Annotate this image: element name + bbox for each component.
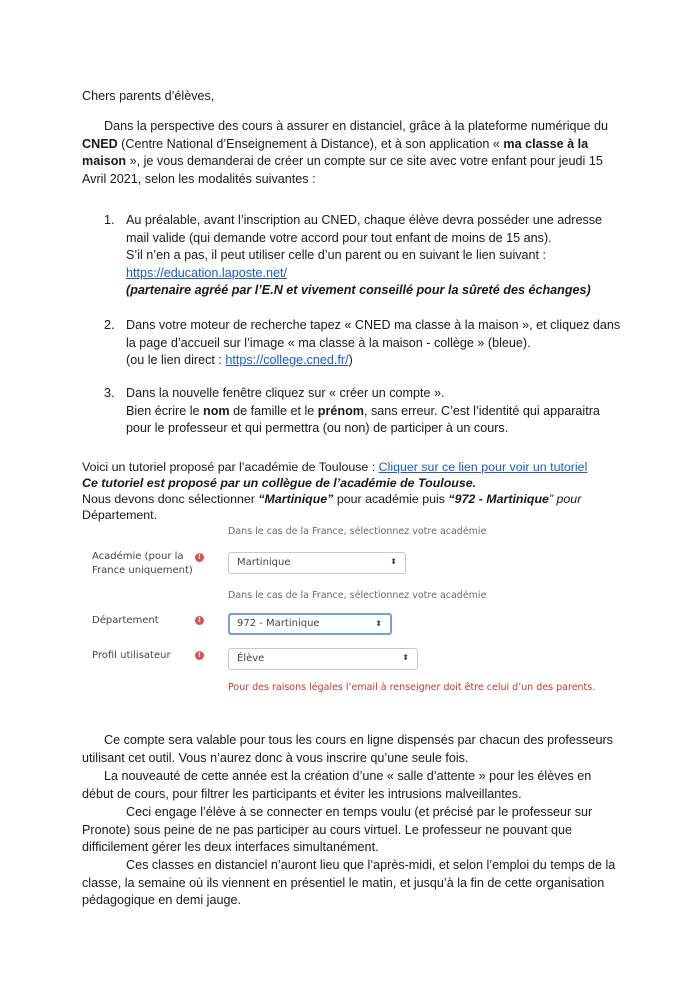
greeting: Chers parents d’élèves,: [82, 89, 215, 103]
closing-paragraph-4: Ces classes en distanciel n’auront lieu que l’après-midi, et selon l’emploi du temps de la classe, la semaine où ils viennent en présentiel le matin, et jusqu’à la fin de cette organisation pédagogique en demi jauge.: [82, 858, 616, 908]
select-arrow-icon: ⬍: [390, 557, 397, 566]
step-1: 1. Au préalable, avant l’inscription au CNED, chaque élève devra posséder une adresse mail valide (qui demande votre accord pour tout enfant de moins de 15 ans). S’il n’en a pas, il peut utiliser celle d’un parent ou en suivant le lien suivant : https://education.laposte.net/ (partenaire agréé par l’E.N et vivement conseillé pour la sûreté des échanges): [104, 212, 624, 300]
academie-hint: Dans le cas de la France, sélectionnez votre académie: [228, 526, 487, 537]
step-3: 3. Dans la nouvelle fenêtre cliquez sur « créer un compte ». Bien écrire le nom de famille et le prénom, sans erreur. C’est l’identité qui apparaitra pour le professeur et qui permettra (ou non) de participer à un cours.: [104, 386, 600, 436]
intro-paragraph: Dans la perspective des cours à assurer en distanciel, grâce à la plateforme numérique du CNED (Centre National d’Enseignement à Distance), et à son application « ma classe à la maison », je vous demanderai de créer un compte sur ce site avec votre enfant pour jeudi 15 Avril 2021, selon les modalités suivantes :: [82, 119, 609, 186]
cned-label: CNED: [82, 136, 118, 151]
closing-paragraph-3: Ceci engage l’élève à se connecter en temps voulu (et précisé par le professeur sur Pronote) sous peine de ne pas participer au cours virtuel. Le professeur ne pouvant que difficilement gérer les deux interfaces simultanément.: [82, 805, 593, 855]
required-icon: !: [195, 553, 204, 562]
academie-select[interactable]: Martinique ⬍: [228, 552, 406, 574]
email-error-message: Pour des raisons légales l’email à renseigner doit être celui d’un des parents.: [228, 682, 596, 693]
closing-paragraph-2: La nouveauté de cette année est la création d’une « salle d’attente » pour les élèves en début de cours, pour filtrer les participants et éviter les intrusions malveillantes.: [82, 769, 592, 801]
select-arrow-icon: ⬍: [375, 619, 382, 628]
academie-label: Académie (pour la France uniquement): [92, 551, 193, 576]
tutorial-block: Voici un tutoriel proposé par l’académie de Toulouse : Cliquer sur ce lien pour voir un tutoriel Ce tutoriel est proposé par un collègue de l’académie de Toulouse. Nous devons donc sélectionner “Martinique” pour académie puis “972 - Martinique” pour Département.: [82, 459, 627, 523]
departement-hint: Dans le cas de la France, sélectionnez votre académie: [228, 590, 487, 601]
tutorial-note: Ce tutoriel est proposé par un collègue de l’académie de Toulouse.: [82, 476, 477, 490]
select-arrow-icon: ⬍: [402, 653, 409, 662]
registration-form-screenshot: [88, 522, 608, 697]
cned-college-link[interactable]: https://college.cned.fr/: [225, 353, 349, 368]
required-icon: !: [195, 651, 204, 660]
required-icon: !: [195, 616, 204, 625]
profil-select[interactable]: Élève ⬍: [228, 648, 418, 670]
app-name: ma classe à la maison: [82, 136, 589, 169]
step-2: 2. Dans votre moteur de recherche tapez « CNED ma classe à la maison », et cliquez dans la page d’accueil sur l’image « ma classe à la maison - collège » (bleue). (ou le lien direct : https://college.cned.fr/): [104, 318, 621, 368]
profil-label: Profil utilisateur: [92, 650, 171, 661]
departement-select[interactable]: 972 - Martinique ⬍: [228, 613, 392, 635]
laposte-link[interactable]: https://education.laposte.net/: [126, 265, 288, 280]
tutorial-link[interactable]: Cliquer sur ce lien pour voir un tutoriel: [378, 460, 588, 474]
laposte-note: (partenaire agréé par l’E.N et vivement conseillé pour la sûreté des échanges): [126, 283, 591, 298]
closing-paragraph-1: Ce compte sera valable pour tous les cours en ligne dispensés par chacun des professeurs utilisant cet outil. Vous n’aurez donc à vous inscrire qu’une seule fois.: [82, 733, 613, 765]
departement-label: Département: [92, 615, 159, 626]
